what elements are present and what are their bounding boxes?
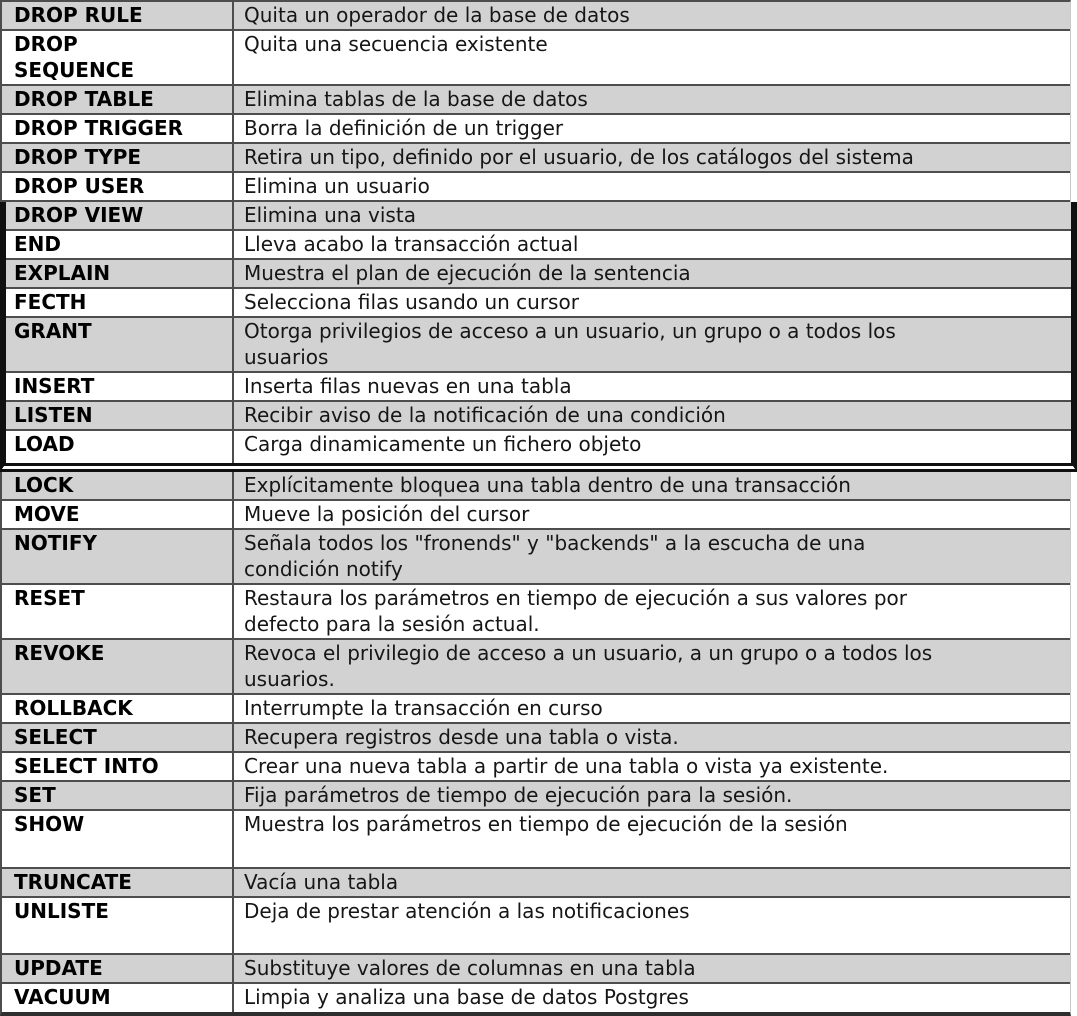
table-row xyxy=(2,86,1070,115)
description-cell: Lleva acabo la transacción actual xyxy=(244,232,579,256)
command-cell: LOCK xyxy=(2,472,234,499)
table-row xyxy=(6,289,1071,318)
description-cell: Borra la definición de un trigger xyxy=(244,116,564,140)
table-row xyxy=(2,811,1070,869)
command-cell: VACUUM xyxy=(2,984,234,1012)
description-cell: Interrumpte la transacción en curso xyxy=(244,696,603,720)
sql-commands-table-bottom-section xyxy=(0,472,1071,1016)
command-cell: SET xyxy=(2,782,234,809)
table-row xyxy=(2,115,1070,144)
table-row xyxy=(6,318,1071,373)
sql-commands-table-top-section xyxy=(0,0,1071,202)
description-cell: Recupera registros desde una tabla o vista. xyxy=(244,725,679,749)
command-cell: UNLISTE xyxy=(2,898,234,953)
table-row xyxy=(2,869,1070,898)
description-cell: Elimina un usuario xyxy=(244,174,430,198)
description-cell: Substituye valores de columnas en una tabla xyxy=(244,956,696,980)
description-cell: Crear una nueva tabla a partir de una tabla o vista ya existente. xyxy=(244,754,889,778)
description-cell: Recibir aviso de la notificación de una condición xyxy=(244,403,726,427)
sql-commands-table-framed-section xyxy=(0,202,1077,472)
description-cell: Mueve la posición del cursor xyxy=(244,502,530,526)
table-row xyxy=(2,144,1070,173)
command-cell: FECTH xyxy=(6,289,234,316)
table-row xyxy=(2,640,1070,695)
table-row xyxy=(2,530,1070,585)
command-cell: LOAD xyxy=(6,431,234,463)
command-cell: DROP TABLE xyxy=(2,86,234,113)
table-row xyxy=(6,373,1071,402)
command-cell: LISTEN xyxy=(6,402,234,429)
table-row xyxy=(6,431,1071,463)
command-cell: DROP VIEW xyxy=(6,202,234,229)
command-cell: END xyxy=(6,231,234,258)
description-cell: Carga dinamicamente un fichero objeto xyxy=(244,432,642,456)
description-cell: Otorga privilegios de acceso a un usuario, un grupo o a todos los usuarios xyxy=(244,319,896,369)
command-cell: DROP TYPE xyxy=(2,144,234,171)
command-cell: SELECT INTO xyxy=(2,753,234,780)
table-row xyxy=(2,753,1070,782)
command-cell: GRANT xyxy=(6,318,234,371)
table-row xyxy=(2,782,1070,811)
description-cell: Explícitamente bloquea una tabla dentro de una transacción xyxy=(244,473,851,497)
description-cell: Limpia y analiza una base de datos Postgres xyxy=(244,985,689,1009)
table-row xyxy=(2,501,1070,530)
description-cell: Muestra los parámetros en tiempo de ejecución de la sesión xyxy=(244,812,848,836)
description-cell: Deja de prestar atención a las notificaciones xyxy=(244,899,690,923)
command-cell: INSERT xyxy=(6,373,234,400)
table-row xyxy=(2,955,1070,984)
command-cell: MOVE xyxy=(2,501,234,528)
command-cell: DROP SEQUENCE xyxy=(2,31,234,84)
command-cell: DROP USER xyxy=(2,173,234,200)
command-cell: UPDATE xyxy=(2,955,234,982)
description-cell: Vacía una tabla xyxy=(244,870,399,894)
table-row xyxy=(2,585,1070,640)
command-cell: SELECT xyxy=(2,724,234,751)
table-row xyxy=(2,472,1070,501)
table-row xyxy=(2,695,1070,724)
table-row xyxy=(6,402,1071,431)
table-row xyxy=(6,231,1071,260)
command-cell: SHOW xyxy=(2,811,234,867)
table-row xyxy=(2,898,1070,955)
command-cell: ROLLBACK xyxy=(2,695,234,722)
description-cell: Elimina una vista xyxy=(244,203,416,227)
description-cell: Inserta filas nuevas en una tabla xyxy=(244,374,572,398)
table-row xyxy=(2,2,1070,31)
table-row xyxy=(6,260,1071,289)
table-row xyxy=(2,31,1070,86)
description-cell: Quita una secuencia existente xyxy=(244,32,548,56)
description-cell: Señala todos los "fronends" y "backends" a la escucha de una condición notify xyxy=(244,531,866,581)
table-row xyxy=(2,724,1070,753)
table-row xyxy=(2,984,1070,1012)
description-cell: Fija parámetros de tiempo de ejecución para la sesión. xyxy=(244,783,793,807)
command-cell: NOTIFY xyxy=(2,530,234,583)
description-cell: Selecciona filas usando un cursor xyxy=(244,290,579,314)
description-cell: Retira un tipo, definido por el usuario, de los catálogos del sistema xyxy=(244,145,914,169)
description-cell: Restaura los parámetros en tiempo de ejecución a sus valores por defecto para la sesión actual. xyxy=(244,586,907,636)
command-cell: TRUNCATE xyxy=(2,869,234,896)
description-cell: Quita un operador de la base de datos xyxy=(244,3,630,27)
command-cell: EXPLAIN xyxy=(6,260,234,287)
command-cell: RESET xyxy=(2,585,234,638)
command-cell: REVOKE xyxy=(2,640,234,693)
table-row xyxy=(2,173,1070,202)
command-cell: DROP RULE xyxy=(2,2,234,29)
description-cell: Elimina tablas de la base de datos xyxy=(244,87,588,111)
table-row xyxy=(6,202,1071,231)
description-cell: Revoca el privilegio de acceso a un usuario, a un grupo o a todos los usuarios. xyxy=(244,641,933,691)
description-cell: Muestra el plan de ejecución de la sentencia xyxy=(244,261,691,285)
command-cell: DROP TRIGGER xyxy=(2,115,234,142)
